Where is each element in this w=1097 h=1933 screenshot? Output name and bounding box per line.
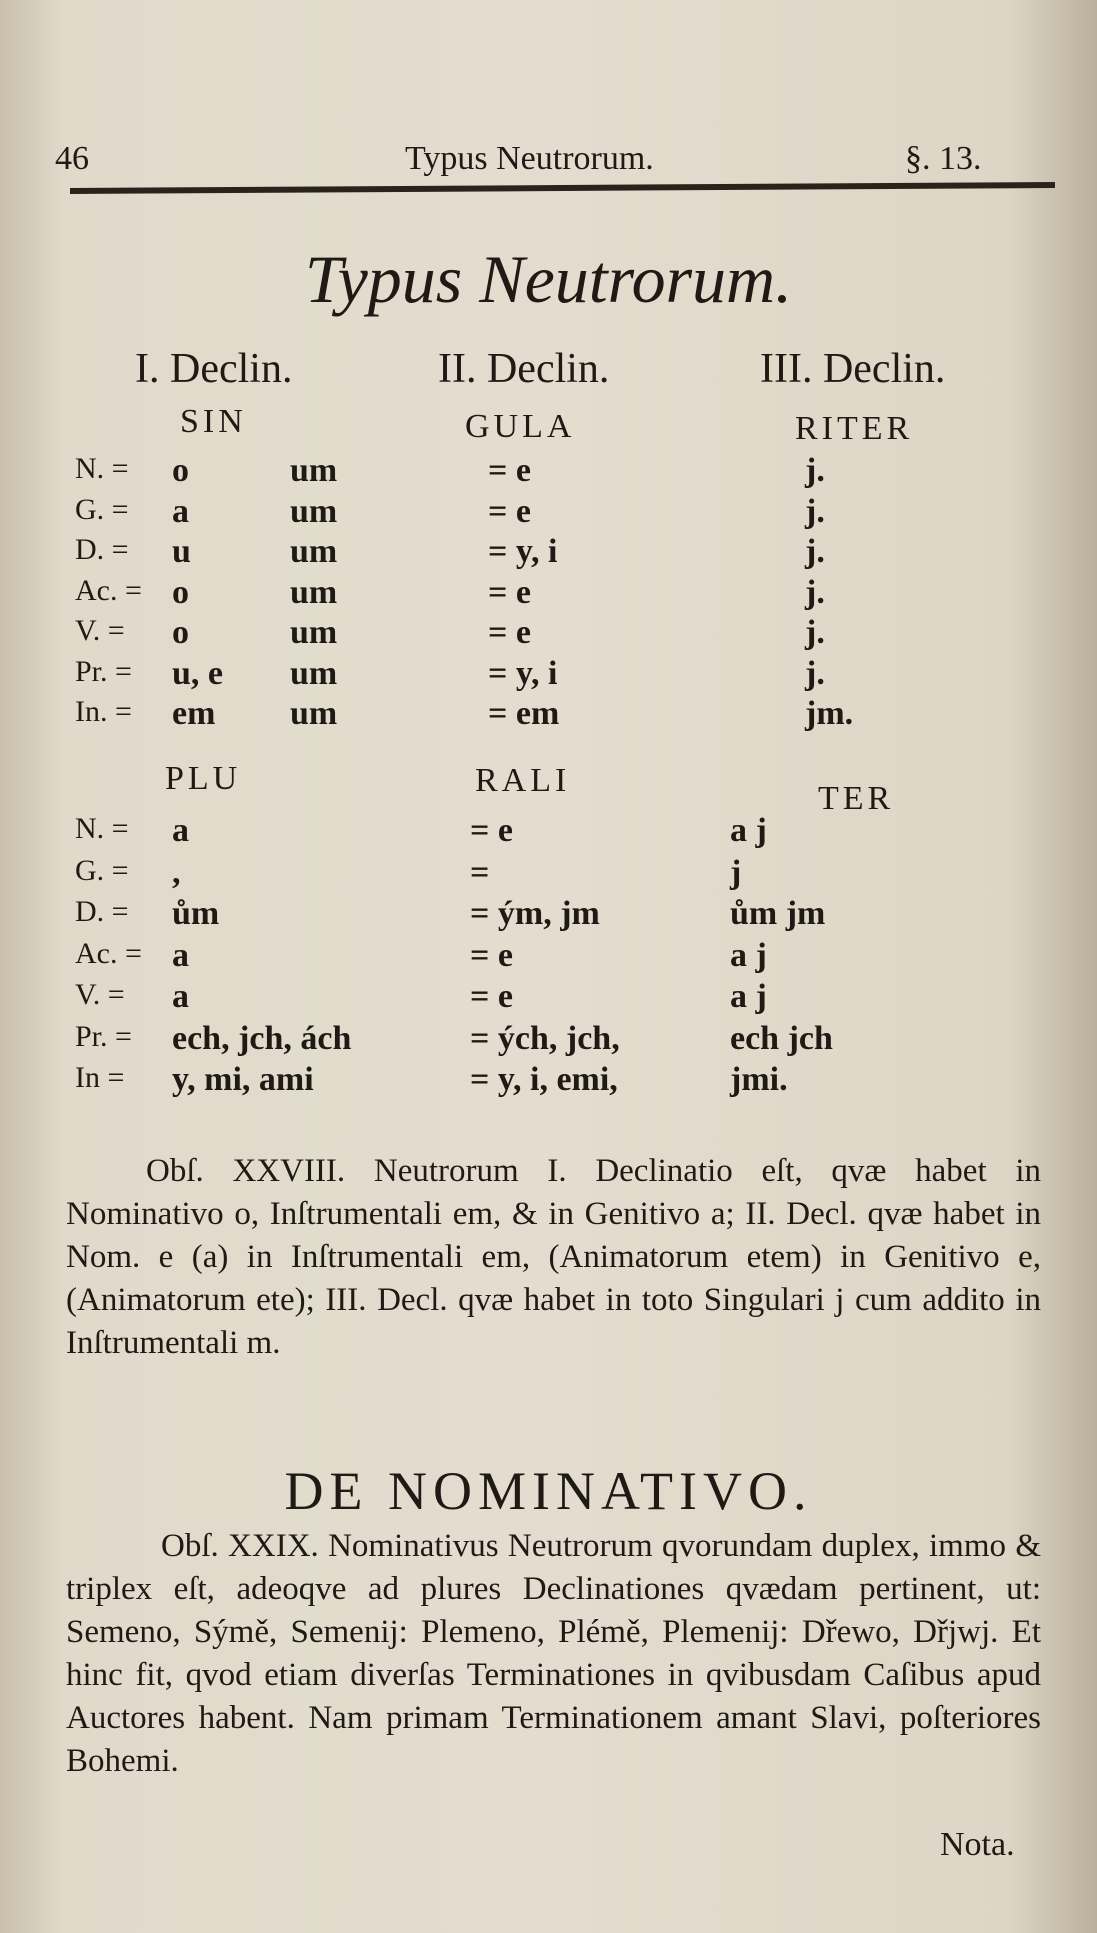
singular-word-1: SIN: [180, 403, 247, 440]
ending-decl1-animate: um: [290, 533, 338, 570]
ending-decl1-animate: um: [290, 492, 338, 530]
ending-decl3: j.: [805, 533, 825, 570]
column-heading-1: I. Declin.: [135, 346, 293, 392]
ending-decl3: j.: [805, 452, 825, 489]
ending-decl1: ům: [172, 895, 220, 932]
ending-decl1: ,: [172, 853, 181, 891]
catchword: Nota.: [940, 1826, 1015, 1863]
ending-decl3: ech jch: [730, 1019, 833, 1057]
ending-decl2: =: [470, 853, 490, 891]
ending-decl3: j: [730, 853, 742, 891]
case-label: N. =: [75, 452, 129, 485]
ending-decl3: a j: [730, 978, 767, 1015]
ending-decl1-animate: um: [290, 614, 338, 651]
ending-decl1: a: [172, 978, 189, 1015]
plural-word-2: RALI: [475, 762, 571, 799]
case-label: V. =: [75, 614, 125, 647]
ending-decl3: j.: [805, 573, 825, 611]
case-label: G. =: [75, 853, 129, 887]
ending-decl2: = y, i: [488, 533, 558, 570]
case-label: Pr. =: [75, 654, 132, 688]
case-label: V. =: [75, 978, 125, 1011]
ending-decl2: = e: [488, 452, 531, 489]
page-number: 46: [55, 140, 89, 177]
case-label: Pr. =: [75, 1019, 132, 1053]
ending-decl1: y, mi, ami: [172, 1061, 314, 1098]
ending-decl3: jmi.: [730, 1061, 788, 1098]
case-label: D. =: [75, 533, 129, 566]
ending-decl3: a j: [730, 936, 767, 974]
observation-28: Obſ. XXVIII. Neutrorum I. Declinatio eſt, qvæ habet in Nominativo o, Inſtrumentali em, & in Genitivo a; II. Decl. qvæ habet in Nom. e (a) in Inſtrumentali em, (Animatorum etem) in Genitivo e, (Animatorum ete); III. Decl. qvæ habet in toto Singulari j cum addito in Inſtrumentali m.: [66, 1153, 1041, 1361]
case-label: G. =: [75, 492, 129, 526]
ending-decl1-animate: um: [290, 452, 338, 489]
case-label: In =: [75, 1061, 125, 1094]
ending-decl3: j.: [805, 492, 825, 530]
case-label: Ac. =: [75, 573, 142, 607]
ending-decl1: a: [172, 936, 189, 974]
plural-word-1: PLU: [165, 760, 242, 797]
ending-decl1: em: [172, 695, 216, 732]
ending-decl2: = e: [470, 978, 513, 1015]
section-number: §. 13.: [905, 140, 982, 177]
ending-decl2: = y, i: [488, 654, 558, 692]
column-heading-3: III. Declin.: [760, 346, 946, 392]
ending-decl1-animate: um: [290, 654, 338, 692]
ending-decl2: = ých, jch,: [470, 1019, 620, 1057]
ending-decl1: ech, jch, ách: [172, 1019, 352, 1057]
case-label: Ac. =: [75, 936, 142, 970]
ending-decl3: ům jm: [730, 895, 826, 932]
ending-decl1: o: [172, 614, 189, 651]
ending-decl1: o: [172, 452, 189, 489]
ending-decl2: = e: [470, 936, 513, 974]
ending-decl2: = e: [488, 573, 531, 611]
ending-decl2: = y, i, emi,: [470, 1061, 618, 1098]
ending-decl1-animate: um: [290, 695, 338, 732]
ending-decl3: jm.: [805, 695, 854, 732]
ending-decl1: a: [172, 492, 189, 530]
ending-decl3: j.: [805, 654, 825, 692]
plural-word-3: TER: [818, 780, 895, 817]
ending-decl3: j.: [805, 614, 825, 651]
section-heading: DE NOMINATIVO.: [284, 1461, 813, 1521]
ending-decl1: u, e: [172, 654, 223, 692]
ending-decl1-animate: um: [290, 573, 338, 611]
column-heading-2: II. Declin.: [438, 346, 610, 392]
case-label: N. =: [75, 812, 129, 845]
case-label: D. =: [75, 895, 129, 928]
header-rule: [70, 182, 1055, 194]
singular-word-2: GULA: [465, 408, 576, 445]
case-label: In. =: [75, 695, 132, 728]
running-title: Typus Neutrorum.: [405, 140, 654, 177]
ending-decl1: o: [172, 573, 189, 611]
ending-decl2: = e: [488, 492, 531, 530]
ending-decl3: a j: [730, 812, 767, 849]
page-title: Typus Neutrorum.: [304, 241, 793, 317]
ending-decl1: u: [172, 533, 191, 570]
ending-decl2: = e: [488, 614, 531, 651]
ending-decl2: = ým, jm: [470, 895, 600, 932]
ending-decl1: a: [172, 812, 189, 849]
observation-29: Obſ. XXIX. Nominativus Neutrorum qvorundam duplex, immo & triplex eſt, adeoqve ad plures Declinationes qvædam pertinent, ut: Semeno, Sýmě, Semenij: Plemeno, Plémě, Plemenij: Dřewo, Dřjwj. Et hinc fit, qvod etiam diverſas Terminationes in qvibusdam Caſibus apud Auctores habent. Nam primam Terminationem amant Slavi, poſteriores Bohemi.: [66, 1528, 1041, 1779]
ending-decl2: = e: [470, 812, 513, 849]
ending-decl2: = em: [488, 695, 560, 732]
singular-word-3: RITER: [795, 410, 914, 447]
